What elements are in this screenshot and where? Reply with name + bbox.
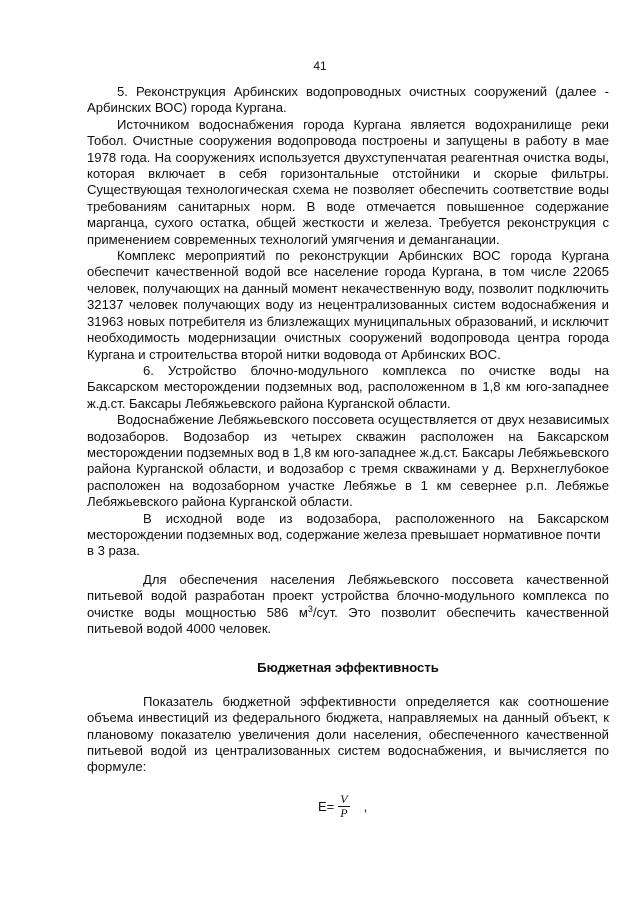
paragraph-project [87, 572, 609, 638]
paragraph-water-source: Источником водоснабжения города Кургана является водохранилище реки Тобол. Очистные сооружения водопровода построены и запущены в работу в мае 1978 года. На сооружениях используется двухступенчатая реагентная очистка воды, которая включает в себя горизонтальные отстойники и скорые фильтры. Существующая технологическая схема не позволяет обеспечить соответствие воды требованиям санитарных норм. В воде отмечается повышенное содержание марганца, сухого остатка, общей жесткости и железа. Требуется реконструкция с применением современных технологий умягчения и деманганации. [87, 116, 609, 247]
formula-tail: , [363, 799, 368, 814]
formula-fraction [338, 793, 349, 820]
section-heading: Бюджетная эффективность [257, 660, 439, 676]
page-number: 41 [313, 59, 327, 73]
paragraph-block-module-title: 6. Устройство блочно-модульного комплекса по очистке воды на Баксарском месторождении подземных вод, расположенном в 1,8 км юго-западнее ж.д.ст. Баксары Лебяжьевского района Курганской области. [87, 362, 609, 411]
paragraph-project-text-end: /сут. Это позволит обеспечить качественной питьевой водой 4000 человек. [87, 604, 610, 636]
paragraph-reconstruction-title: 5. Реконструкция Арбинских водопроводных очистных сооружений (далее - Арбинских ВОС) города Кургана. [87, 84, 609, 116]
paragraph-budget-efficiency: Показатель бюджетной эффективности определяется как соотношение объема инвестиций из федерального бюджета, направляемых на данный объект, к плановому показателю увеличения доли населения, обеспеченного качественной питьевой водой из централизованных систем водоснабжения, и вычисляется по формуле: [87, 693, 609, 775]
formula-lhs: E= [318, 799, 335, 814]
formula-denominator: P [340, 806, 348, 820]
paragraph-iron-content-continued: в 3 раза. [87, 543, 140, 559]
formula [318, 793, 367, 820]
paragraph-measures: Комплекс мероприятий по реконструкции Арбинских ВОС города Кургана обеспечит качественной водой все население города Кургана, в том числе 22065 человек, получающих на данный момент некачественную воду, позволит подключить 32137 человек получающих воду из нецентрализованных систем водоснабжения и 31963 новых потребителя из близлежащих муниципальных образований, и исключит необходимость модернизации очистных сооружений водопровода центра города Кургана и строительства второй нитки водовода от Арбинских ВОС. [87, 248, 609, 362]
superscript-cubic: 3 [307, 603, 313, 614]
paragraph-project-text: Для обеспечения населения Лебяжьевского поссовета качественной питьевой водой разработан проект устройства блочно-модульного комплекса по очистке воды мощностью 586 м [87, 571, 609, 620]
paragraph-lebyazhye-supply: Водоснабжение Лебяжьевского поссовета осуществляется от двух независимых водозаборов. Водозабор из четырех скважин расположен на Баксарском месторождении подземных вод в 1,8 км юго-западнее ж.д.ст. Баксары Лебяжьевского района Курганской области, и водозабор с тремя скважинами у д. Верхнеглубокое расположен на водозаборном участке Лебяжье в 1 км севернее р.п. Лебяжье Лебяжьевского района Курганской области. [87, 412, 609, 510]
document-body [87, 84, 609, 776]
paragraph-iron-content: В исходной воде из водозабора, расположенного на Баксарском месторождении подземных вод, содержание железа превышает нормативное почти [87, 510, 609, 542]
formula-numerator: V [340, 792, 348, 806]
